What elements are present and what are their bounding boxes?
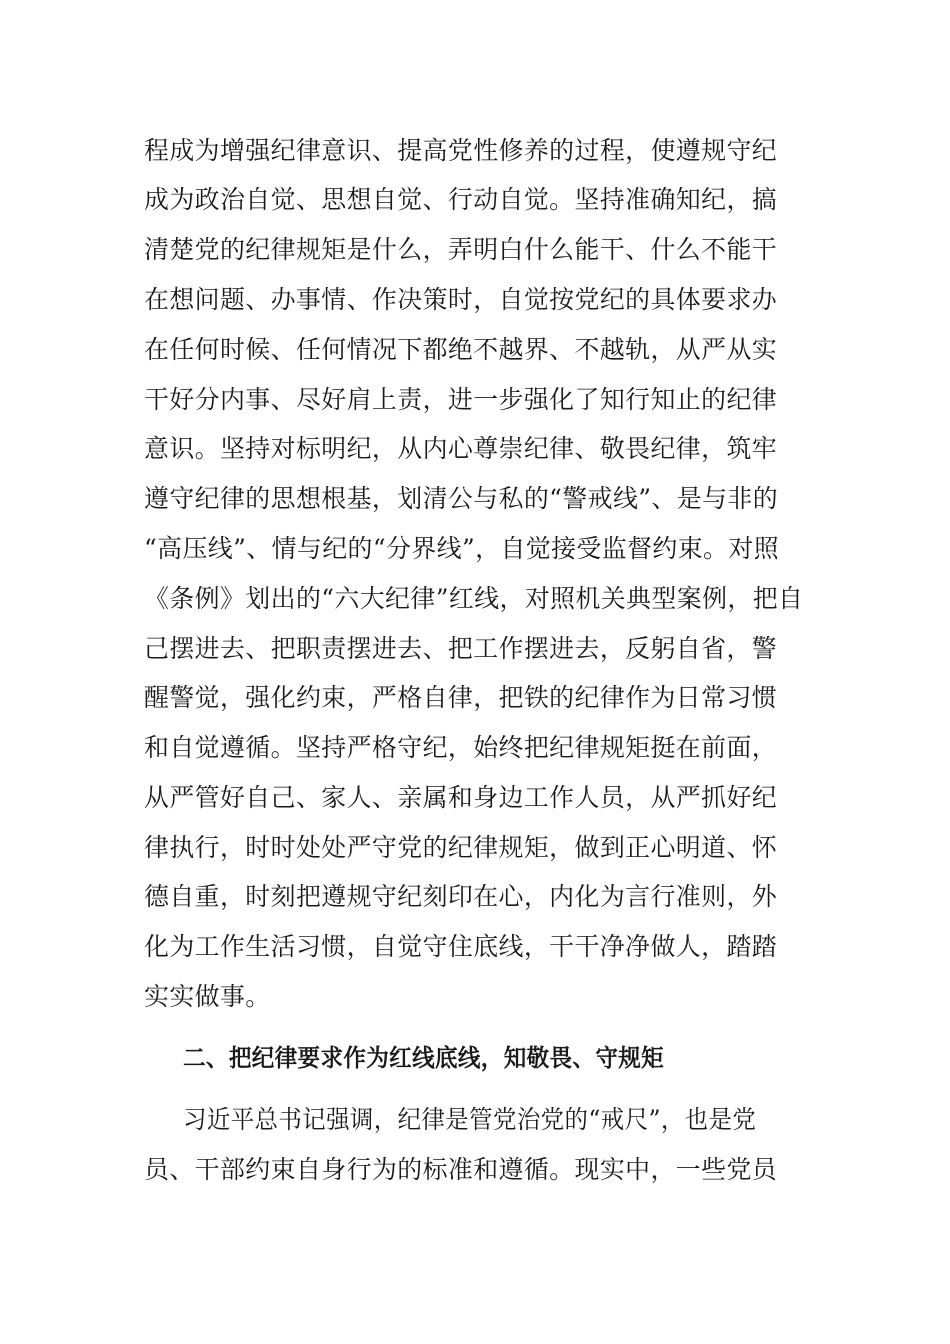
- body-text-line: 醒警觉，强化约束，严格自律，把铁的纪律作为日常习惯: [144, 683, 778, 712]
- body-text-line: 德自重，时刻把遵规守纪刻印在心，内化为言行准则，外: [144, 882, 778, 911]
- body-text-line: 化为工作生活习惯，自觉守住底线，干干净净做人，踏踏: [144, 932, 778, 961]
- body-text-line: 实实做事。: [144, 982, 271, 1011]
- body-text-line: 习近平总书记强调，纪律是管党治党的“戒尺”，也是党: [183, 1105, 757, 1134]
- body-text-line: 《条例》划出的“六大纪律”红线，对照机关典型案例，把自: [144, 584, 804, 613]
- body-text-line: 己摆进去、把职责摆进去、把工作摆进去，反躬自省，警: [144, 634, 778, 663]
- body-text-line: 干好分内事、尽好肩上责，进一步强化了知行知止的纪律: [144, 385, 778, 414]
- body-text-line: 从严管好自己、家人、亲属和身边工作人员，从严抓好纪: [144, 783, 778, 812]
- body-text-line: 清楚党的纪律规矩是什么，弄明白什么能干、什么不能干: [144, 235, 778, 264]
- body-text-line: 在任何时候、任何情况下都绝不越界、不越轨，从严从实: [144, 335, 778, 364]
- body-text-line: 在想问题、办事情、作决策时，自觉按党纪的具体要求办: [144, 285, 778, 314]
- body-text-line: 成为政治自觉、思想自觉、行动自觉。坚持准确知纪，搞: [144, 185, 778, 214]
- body-text-line: 意识。坚持对标明纪，从内心尊崇纪律、敬畏纪律，筑牢: [144, 434, 778, 463]
- body-text-line: “高压线”、情与纪的“分界线”，自觉接受监督约束。对照: [144, 534, 780, 563]
- body-text-line: 程成为增强纪律意识、提高党性修养的过程，使遵规守纪: [144, 136, 778, 165]
- body-text-line: 和自觉遵循。坚持严格守纪，始终把纪律规矩挺在前面，: [144, 733, 778, 762]
- body-text-line: 遵守纪律的思想根基，划清公与私的“警戒线”、是与非的: [144, 484, 779, 513]
- body-text-line: 律执行，时时处处严守党的纪律规矩，做到正心明道、怀: [144, 833, 778, 862]
- section-heading: 二、把纪律要求作为红线底线，知敬畏、守规矩: [183, 1044, 665, 1072]
- body-text-line: 员、干部约束自身行为的标准和遵循。现实中，一些党员: [144, 1155, 778, 1184]
